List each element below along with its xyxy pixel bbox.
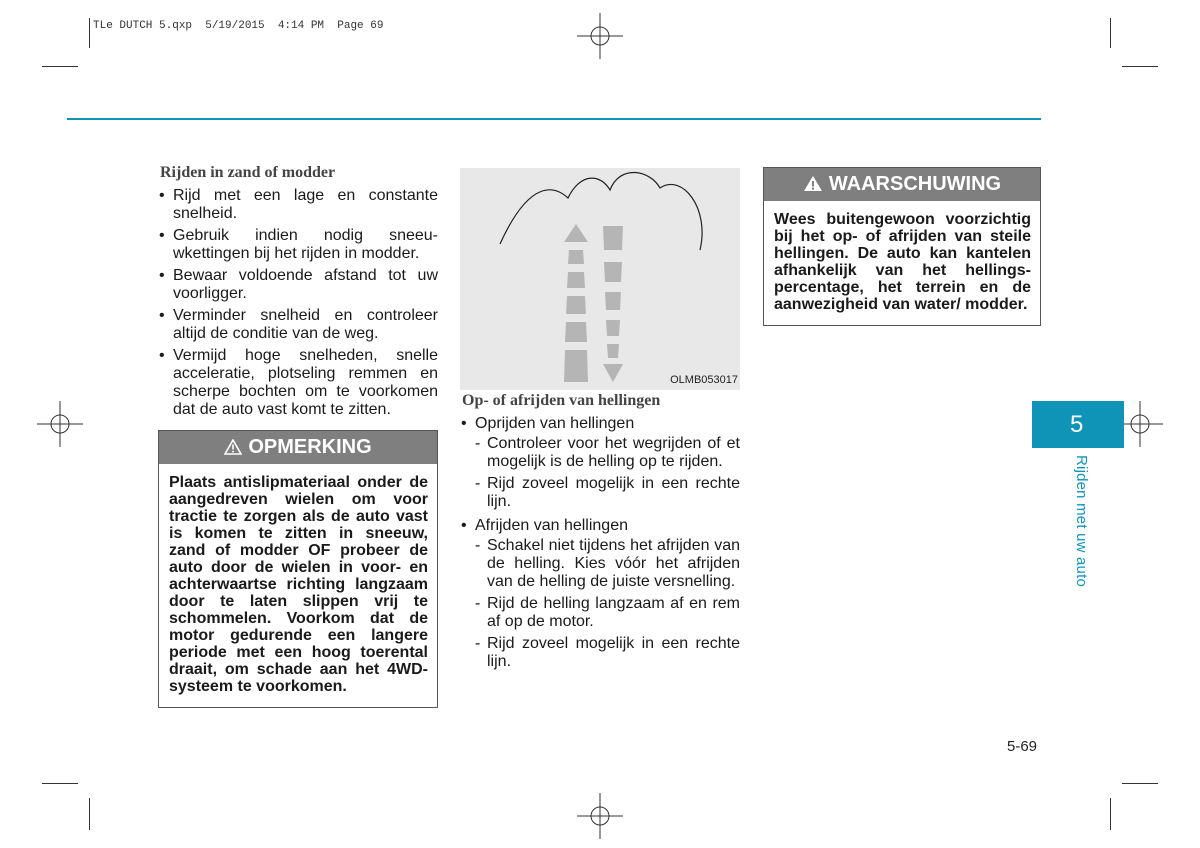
figure-code: OLMB053017	[670, 374, 738, 386]
sand-mud-bullet-list	[158, 187, 438, 419]
chapter-number: 5	[1070, 411, 1084, 438]
downhill-label: Afrijden van hellingen	[475, 517, 628, 534]
warning-header	[764, 168, 1040, 201]
list-item: - Rijd zoveel mogelijk in een rechte lijn.	[475, 475, 740, 511]
left-column	[158, 164, 438, 708]
list-item: • Gebruik indien nodig sneeu-wkettingen bij het rijden in modder.	[158, 227, 438, 263]
uphill-label: Oprijden van hellingen	[475, 415, 635, 432]
chapter-tab	[1032, 401, 1124, 448]
notice-box	[158, 430, 438, 708]
downhill-steps	[475, 537, 740, 671]
crop-mark	[1110, 798, 1111, 830]
crop-mark	[1122, 66, 1158, 67]
notice-heading: OPMERKING	[248, 436, 372, 458]
warning-box	[763, 167, 1041, 326]
list-item: • Verminder snelheid en controleer altijd de conditie van de weg.	[158, 307, 438, 343]
list-item	[460, 517, 740, 671]
list-item: • Rijd met een lage en constante snelheid.	[158, 187, 438, 223]
list-item: - Rijd de helling langzaam af en rem af op de motor.	[475, 595, 740, 631]
list-item: • Vermijd hoge snelheden, snelle acceleratie, plotseling remmen en scherpe bochten om te voorkomen dat de auto vast komt te zitten.	[158, 347, 438, 419]
crop-mark	[1122, 783, 1158, 784]
section-title-sand-mud: Rijden in zand of modder	[160, 164, 336, 181]
hill-arrows-icon	[460, 168, 740, 390]
crop-mark	[42, 783, 78, 784]
crop-mark	[42, 66, 78, 67]
section-title-slopes: Op- of afrijden van hellingen	[462, 392, 661, 409]
warning-heading: WAARSCHUWING	[828, 173, 1002, 195]
notice-header	[159, 431, 437, 464]
chapter-label-container	[1064, 455, 1092, 595]
header-rule	[67, 118, 1041, 120]
print-header: TLe DUTCH 5.qxp 5/19/2015 4:14 PM Page 69	[93, 20, 384, 32]
chapter-label: Rijden met uw auto	[1073, 455, 1090, 588]
slopes-bullet-list	[460, 415, 740, 671]
registration-mark-icon	[577, 793, 623, 839]
crop-mark	[1110, 18, 1111, 48]
notice-body: Plaats antislipmateriaal onder de aangedreven wielen om voor tractie te zorgen als de auto vast is komen te zitten in sneeuw, zand of modder OF probeer de auto door de wielen in voor- en achterwaartse richting langzaam door te laten slippen vrij te schommelen. Voorkom dat de motor gedurende een langere periode met een hoog toerental draait, om schade aan het 4WD-systeem te voorkomen.	[169, 474, 428, 695]
crop-mark	[89, 18, 90, 48]
crop-mark	[89, 798, 90, 830]
list-item: • Bewaar voldoende afstand tot uw voorligger.	[158, 267, 438, 303]
list-item: - Rijd zoveel mogelijk in een rechte lijn.	[475, 635, 740, 671]
registration-mark-icon	[37, 401, 83, 447]
slope-illustration	[460, 168, 740, 390]
warning-body: Wees buitengewoon voorzichtig bij het op- of afrijden van steile hellingen. De auto kan kantelen afhankelijk van het hellings-percentage, het terrein en de aanwezigheid van water/ modder.	[774, 211, 1031, 313]
warning-triangle-icon	[803, 175, 823, 192]
right-column	[763, 167, 1041, 326]
uphill-steps	[475, 435, 740, 511]
list-item: - Controleer voor het wegrijden of et mogelijk is de helling op te rijden.	[475, 435, 740, 471]
caution-triangle-icon	[224, 439, 242, 455]
registration-mark-icon	[577, 13, 623, 59]
list-item	[460, 415, 740, 511]
middle-column	[460, 168, 740, 677]
page-number: 5-69	[1007, 738, 1038, 755]
list-item: - Schakel niet tijdens het afrijden van de helling. Kies vóór het afrijden van de helling de juiste versnelling.	[475, 537, 740, 591]
